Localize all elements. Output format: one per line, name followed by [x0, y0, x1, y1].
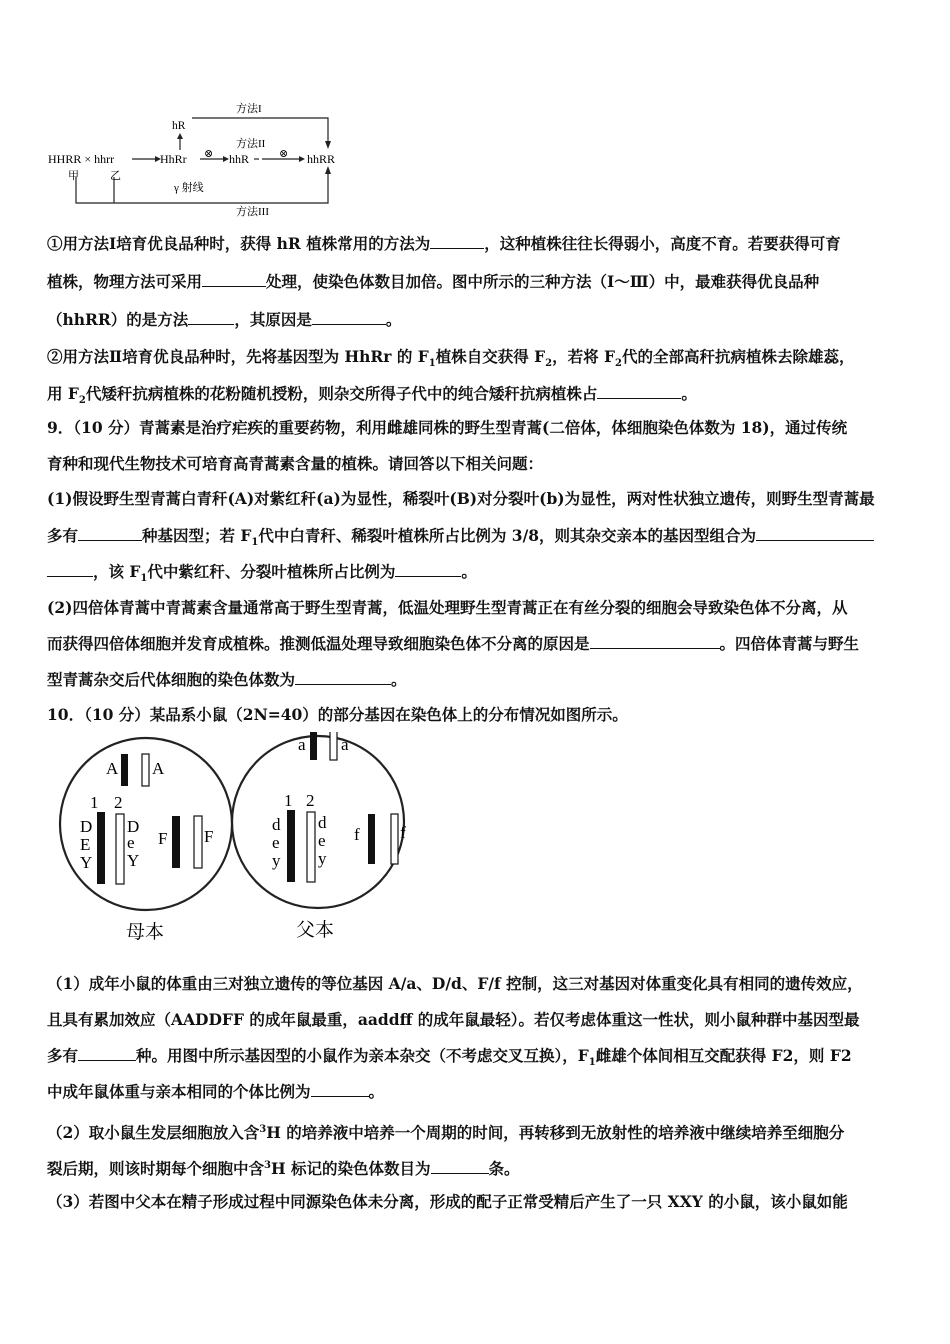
text: 代中白青秆、稀裂叶植株所占比例为 3/8，则其杂交亲本的基因型组合为 — [258, 526, 757, 545]
answer-blank — [597, 380, 681, 399]
text: H 的培养液中培养一个周期的时间，再转移到无放射性的培养液中继续培养至细胞分 — [266, 1123, 845, 1143]
text: 处理，使染色体数目加倍。图中所示的三种方法（Ⅰ～Ⅲ）中，最难获得优良品种 — [266, 272, 820, 291]
gene-f-2: f — [400, 823, 406, 842]
text-line — [47, 1074, 909, 1110]
selfing-symbol-2: ⊗ — [279, 148, 289, 160]
text-line — [47, 697, 909, 733]
yi-label: 乙 — [110, 170, 121, 182]
text: 代的全部高秆抗病植株去除雄蕊， — [621, 347, 855, 366]
answer-blank — [590, 630, 720, 649]
text: ，这种植株往往长得弱小，高度不育。若要获得可育 — [484, 234, 841, 253]
text-line — [47, 302, 909, 338]
text: ，该 F — [93, 562, 141, 581]
text: 种基因型；若 F — [142, 526, 252, 545]
text-line — [47, 626, 909, 662]
text: 用 F — [47, 384, 79, 403]
text: 型青蒿杂交后代体细胞的染色体数为 — [47, 670, 296, 689]
text-line — [47, 590, 909, 626]
gene-d-2: d — [318, 813, 327, 832]
method-1-label: 方法I — [236, 103, 262, 115]
text: ，其原因是 — [234, 310, 312, 329]
gene-e-2: e — [318, 831, 326, 850]
answer-blank — [202, 268, 266, 287]
text: ①用方法Ⅰ培育优良品种时，获得 hR 植株常用的方法为 — [47, 234, 431, 253]
text: 条。 — [488, 1159, 520, 1179]
answer-blank — [756, 522, 874, 541]
text: ②用方法Ⅱ培育优良品种时，先将基因型为 HhRr 的 F — [47, 347, 429, 366]
gene-E: E — [80, 835, 91, 854]
gene-A-2: A — [152, 759, 165, 778]
text-line — [47, 264, 909, 300]
subscript: 2 — [614, 358, 622, 370]
text: (2)四倍体青蒿中青蒿素含量通常高于野生型青蒿，低温处理野生型青蒿正在有丝分裂的细胞会导致染色体不分离，从 — [47, 598, 848, 617]
gene-D: D — [80, 817, 93, 836]
text: 种。用图中所示基因型的小鼠作为亲本杂交（不考虑交叉互换），F — [136, 1046, 589, 1065]
subscript: 2 — [78, 395, 86, 407]
method-2-label: 方法II — [236, 138, 266, 150]
text: 且具有累加效应（AADDFF 的成年鼠最重，aaddff 的成年鼠最轻）。若仅考虑体重这一性状，则小鼠种群中基因型最 — [47, 1010, 860, 1029]
breeding-methods-diagram — [40, 95, 360, 225]
gamma-label: γ 射线 — [174, 182, 204, 194]
text: ，若将 F — [552, 347, 615, 366]
text-line — [47, 481, 909, 517]
gene-Y: Y — [80, 853, 93, 872]
text: 多有 — [47, 1046, 79, 1065]
text-line — [47, 446, 909, 482]
text: 。 — [385, 310, 402, 329]
text-line — [47, 410, 909, 446]
hhRR-label: hhRR — [307, 152, 336, 166]
answer-blank — [395, 558, 461, 577]
gene-D-2: D — [127, 817, 140, 836]
answer-blank — [47, 558, 93, 577]
chromosome-diagram — [48, 732, 408, 947]
answer-blank — [78, 522, 142, 541]
text: 。 — [391, 670, 407, 689]
text-line — [47, 966, 909, 1002]
gene-y: y — [272, 851, 281, 870]
gene-a-2: a — [341, 735, 349, 754]
gene-Y-2: Y — [127, 851, 140, 870]
subscript: 2 — [545, 358, 553, 370]
subscript: 1 — [251, 537, 259, 549]
mother-label: 母本 — [126, 922, 165, 943]
text: 而获得四倍体细胞并发育成植株。推测低温处理导致细胞染色体不分离的原因是 — [47, 634, 590, 653]
text: 裂后期，则该时期每个细胞中含 — [47, 1159, 265, 1179]
gene-F-2: F — [204, 827, 214, 846]
jia-label: 甲 — [68, 170, 79, 182]
text-line — [47, 1002, 909, 1038]
text: 多有 — [47, 526, 79, 545]
text-line — [47, 662, 909, 698]
text: 。四倍体青蒿与野生 — [719, 634, 860, 653]
text: 中成年鼠体重与亲本相同的个体比例为 — [47, 1082, 311, 1101]
text: 代矮秆抗病植株的花粉随机授粉，则杂交所得子代中的纯合矮秆抗病植株占 — [85, 384, 598, 403]
answer-blank — [312, 306, 386, 325]
hhR-label: hhR — [229, 152, 250, 166]
text: 。 — [681, 384, 697, 403]
chromosome-1-label: 1 — [90, 793, 99, 812]
subscript: 1 — [588, 1057, 596, 1069]
text: 9．（10 分）青蒿素是治疗疟疾的重要药物，利用雌雄同株的野生型青蒿(二倍体，体细胞染色体数为 18)，通过传统 — [47, 418, 848, 437]
chromosome-2-label: 2 — [114, 793, 123, 812]
text-line — [47, 1184, 909, 1220]
f1-label: HhRr — [160, 152, 187, 166]
superscript: 3 — [259, 1124, 267, 1135]
text: (1)假设野生型青蒿白青秆(A)对紫红秆(a)为显性，稀裂叶(B)对分裂叶(b)为显性，两对性状独立遗传，则野生型青蒿最 — [47, 489, 875, 508]
text-line — [47, 226, 909, 262]
gene-d: d — [272, 815, 281, 834]
superscript: 3 — [264, 1160, 271, 1171]
gene-e-f: e — [272, 833, 280, 852]
father-label: 父本 — [296, 920, 335, 941]
gene-y-2: y — [318, 849, 327, 868]
gene-A-1: A — [106, 759, 119, 778]
text: 植株自交获得 F — [435, 347, 546, 366]
subscript: 1 — [140, 573, 148, 585]
text: 。 — [461, 562, 477, 581]
gene-e: e — [127, 833, 135, 852]
gene-F-1: F — [158, 829, 168, 848]
answer-blank — [311, 1078, 369, 1097]
answer-blank — [78, 1042, 136, 1061]
method-3-label: 方法III — [236, 206, 269, 218]
answer-blank — [188, 306, 234, 325]
hR-label: hR — [172, 120, 186, 132]
text: （1）成年小鼠的体重由三对独立遗传的等位基因 A/a、D/d、F/f 控制，这三对基因对体重变化具有相同的遗传效应， — [47, 974, 863, 993]
text: 植株，物理方法可采用 — [47, 272, 203, 291]
chromosome-1-label-father: 1 — [284, 791, 293, 810]
answer-blank — [430, 230, 484, 249]
subscript: 1 — [428, 358, 436, 370]
answer-blank — [295, 666, 391, 685]
text-line — [47, 1112, 909, 1151]
gene-a-1: a — [298, 735, 306, 754]
text-line — [47, 1148, 909, 1187]
text: 代中紫红秆、分裂叶植株所占比例为 — [147, 562, 396, 581]
text: H 标记的染色体数目为 — [270, 1159, 431, 1179]
cross-label: HHRR × hhrr — [48, 152, 115, 166]
text: 。 — [368, 1082, 385, 1101]
text: （hhRR）的是方法 — [47, 310, 189, 329]
text: 10．（10 分）某品系小鼠（2N=40）的部分基因在染色体上的分布情况如图所示。 — [47, 705, 628, 724]
text: 育种和现代生物技术可培育高青蒿素含量的植株。请回答以下相关问题： — [47, 454, 544, 473]
selfing-symbol-1: ⊗ — [204, 148, 214, 160]
text: 雌雄个体间相互交配获得 F2，则 F2 — [595, 1046, 852, 1065]
answer-blank — [431, 1155, 489, 1174]
chromosome-2-label-father: 2 — [306, 791, 315, 810]
text: （3）若图中父本在精子形成过程中同源染色体未分离，形成的配子正常受精后产生了一只 XXY 的小鼠，该小鼠如能 — [47, 1192, 848, 1211]
text: （2）取小鼠生发层细胞放入含 — [47, 1123, 260, 1143]
gene-f-1: f — [354, 825, 360, 844]
